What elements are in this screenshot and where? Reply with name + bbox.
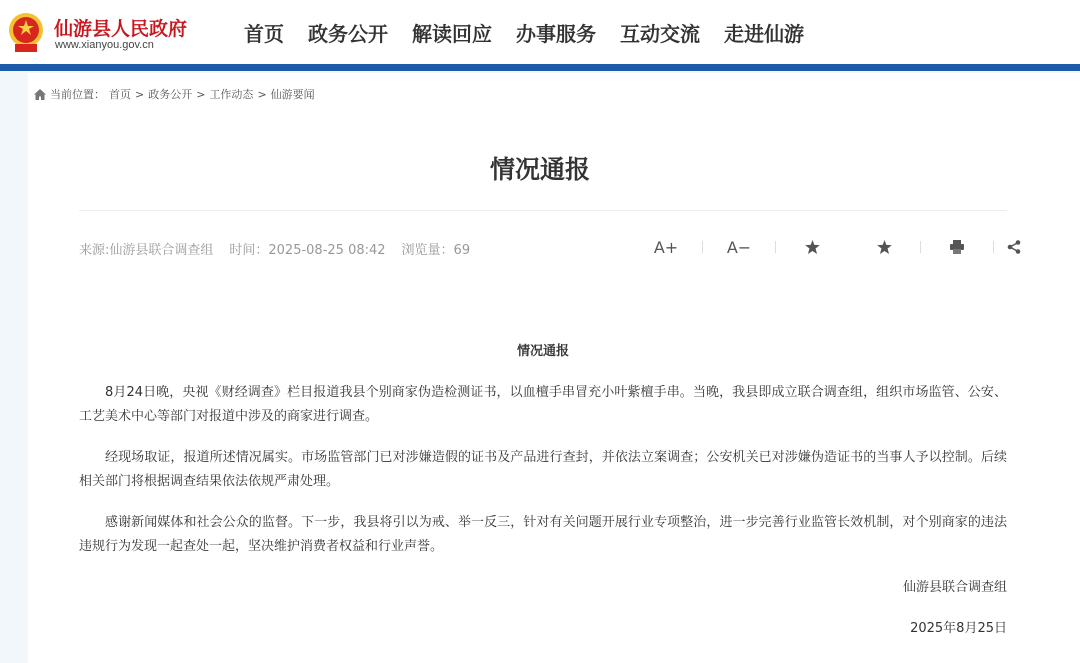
breadcrumb-home[interactable]: 首页 (109, 88, 131, 101)
breadcrumb-label: 当前位置： (50, 88, 105, 101)
article-tools (630, 236, 1034, 258)
nav-home[interactable]: 首页 (244, 22, 284, 46)
nav-about[interactable]: 走进仙游 (724, 22, 804, 46)
paragraph: 感谢新闻媒体和社会公众的监督。下一步，我县将引以为戒、举一反三，针对有关问题开展行业专项整治，进一步完善行业监管长效机制，对个别商家的违法违规行为发现一起查处一起，坚决维护消费者权益和行业声誉。 (79, 515, 1007, 554)
header (0, 0, 1080, 64)
breadcrumb (34, 86, 315, 102)
page-title: 情况通报 (489, 155, 590, 184)
nav-services[interactable]: 办事服务 (516, 22, 596, 46)
breadcrumb-sep: > (135, 87, 145, 101)
article-heading: 情况通报 (516, 344, 569, 359)
star-icon (805, 240, 820, 254)
signature: 仙游县联合调查组 (902, 580, 1007, 595)
site-url: www.xianyou.gov.cn (55, 39, 154, 51)
share-icon (1007, 240, 1021, 254)
header-divider (0, 64, 1080, 71)
breadcrumb-sep: > (257, 87, 267, 101)
breadcrumb-work[interactable]: 工作动态 (209, 88, 254, 101)
star-icon (877, 240, 892, 254)
print-button[interactable] (921, 236, 993, 258)
paragraph: 经现场取证，报道所述情况属实。市场监管部门已对涉嫌造假的证书及产品进行查封，并依法立案调查；公安机关已对涉嫌伪造证书的当事人予以控制。后续相关部门将根据调查结果依法依规严肃处理。 (79, 450, 1007, 489)
article-body (79, 340, 1007, 641)
favorite-button[interactable] (776, 236, 848, 258)
signature-date: 2025年8月25日 (910, 621, 1007, 636)
breadcrumb-gov-info[interactable]: 政务公开 (148, 88, 193, 101)
collect-button[interactable] (848, 236, 920, 258)
main-nav (244, 18, 804, 47)
site-name[interactable]: 仙游县人民政府 (54, 18, 188, 40)
nav-interpretation[interactable]: 解读回应 (412, 22, 492, 46)
home-icon (34, 89, 46, 100)
nav-gov-info[interactable]: 政务公开 (308, 22, 388, 46)
font-decrease-button[interactable]: A− (726, 237, 752, 257)
printer-icon (950, 240, 964, 254)
article-meta (79, 239, 470, 258)
view-count: 浏览量：69 (401, 243, 471, 258)
source: 来源:仙游县联合调查组 (79, 243, 214, 258)
publish-time: 时间：2025-08-25 08:42 (229, 243, 386, 258)
paragraph: 8月24日晚，央视《财经调查》栏目报道我县个别商家伪造检测证书，以血檀手串冒充小叶紫檀手串。当晚，我县即成立联合调查组，组织市场监管、公安、工艺美术中心等部门对报道中涉及的商家进行调查。 (79, 385, 1007, 424)
share-button[interactable] (994, 236, 1034, 258)
font-increase-button[interactable]: A+ (653, 237, 679, 257)
nav-interaction[interactable]: 互动交流 (620, 22, 700, 46)
national-emblem-icon (7, 12, 45, 54)
divider (79, 210, 1007, 211)
breadcrumb-sep: > (196, 87, 206, 101)
breadcrumb-news[interactable]: 仙游要闻 (270, 88, 315, 101)
